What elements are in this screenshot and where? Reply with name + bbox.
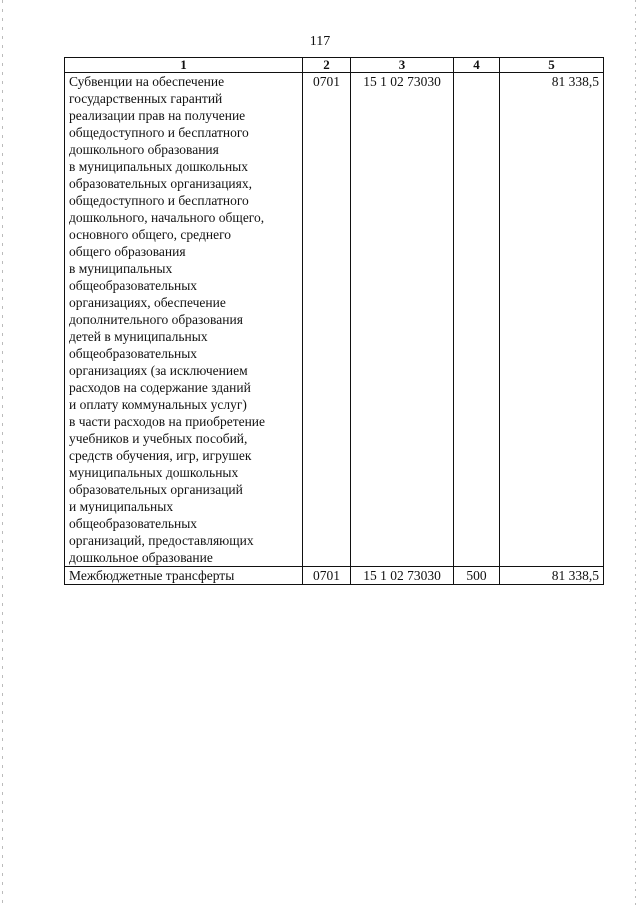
row-name-line: расходов на содержание зданий	[69, 380, 251, 395]
row-name-line: в муниципальных дошкольных	[69, 159, 248, 174]
row-name-line: организациях (за исключением	[69, 363, 248, 378]
row-expense-type: 500	[454, 567, 500, 585]
row-name-line: дополнительного образования	[69, 312, 243, 327]
row-name-line: средств обучения, игр, игрушек	[69, 448, 252, 463]
row-name-line: дошкольное образование	[69, 550, 213, 565]
header-col-5: 5	[500, 58, 604, 73]
header-col-3: 3	[351, 58, 454, 73]
row-name-line: учебников и учебных пособий,	[69, 431, 248, 446]
row-name-line: дошкольного образования	[69, 142, 219, 157]
header-col-4: 4	[454, 58, 500, 73]
row-name-line: муниципальных дошкольных	[69, 465, 239, 480]
budget-table	[64, 57, 604, 585]
row-section-code: 0701	[303, 73, 351, 567]
row-name-cell	[65, 73, 303, 567]
row-name-line: в части расходов на приобретение	[69, 414, 266, 429]
row-name-line: организаций, предоставляющих	[69, 533, 254, 548]
row-expense-type	[454, 73, 500, 567]
row-amount: 81 338,5	[500, 567, 604, 585]
row-name-line: Субвенции на обеспечение	[69, 74, 225, 89]
row-name-line: образовательных организаций	[69, 482, 243, 497]
scan-edge-right	[635, 0, 636, 905]
table-header-row	[65, 58, 604, 73]
row-name-line: государственных гарантий	[69, 91, 223, 106]
page-number: 117	[309, 34, 331, 49]
header-col-2: 2	[303, 58, 351, 73]
row-name-line: общеобразовательных	[69, 516, 198, 531]
table-row	[65, 567, 604, 585]
row-name-line: и оплату коммунальных услуг)	[69, 397, 247, 412]
row-amount: 81 338,5	[500, 73, 604, 567]
row-name-line: дошкольного, начального общего,	[69, 210, 265, 225]
row-name-line: и муниципальных	[69, 499, 174, 514]
row-name-line: в муниципальных	[69, 261, 173, 276]
row-name-line: общеобразовательных	[69, 278, 198, 293]
row-name-line: Межбюджетные трансферты	[69, 568, 235, 583]
row-name-cell	[65, 567, 303, 585]
row-name-line: общего образования	[69, 244, 186, 259]
row-target-article: 15 1 02 73030	[351, 73, 454, 567]
row-name-line: детей в муниципальных	[69, 329, 208, 344]
header-col-1: 1	[65, 58, 303, 73]
row-name-line: общедоступного и бесплатного	[69, 125, 249, 140]
row-section-code: 0701	[303, 567, 351, 585]
row-name-line: образовательных организациях,	[69, 176, 252, 191]
row-target-article: 15 1 02 73030	[351, 567, 454, 585]
row-name-line: основного общего, среднего	[69, 227, 232, 242]
scan-edge-left	[2, 0, 3, 905]
row-name-line: общеобразовательных	[69, 346, 198, 361]
row-name-line: общедоступного и бесплатного	[69, 193, 249, 208]
table-row	[65, 73, 604, 567]
row-name-line: реализации прав на получение	[69, 108, 246, 123]
row-name-line: организациях, обеспечение	[69, 295, 226, 310]
